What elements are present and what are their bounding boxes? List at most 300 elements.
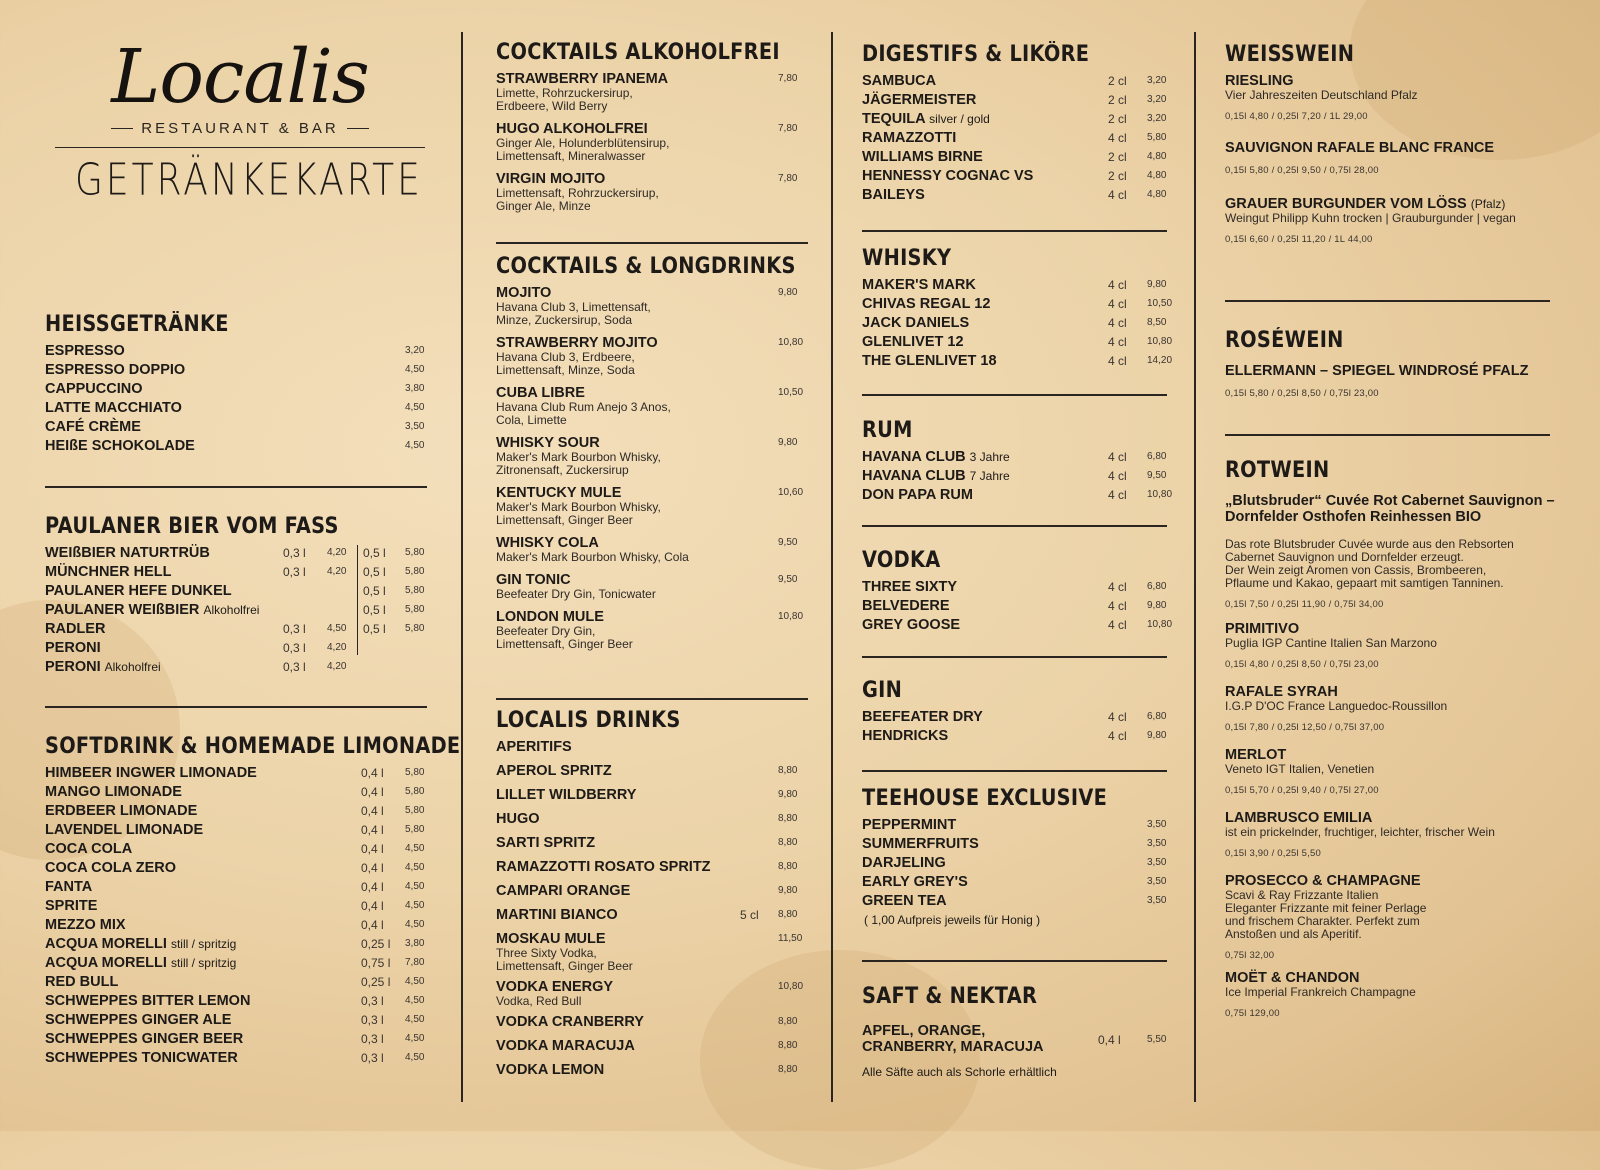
menu-item (496, 171, 806, 213)
wine-name-text: LAMBRUSCO EMILIA (1225, 810, 1373, 826)
wine-prices: 0,15l 7,50 / 0,25l 11,90 / 0,75l 34,00 (1225, 599, 1384, 610)
item-size: 0,3 l (283, 660, 306, 674)
item-name-text: SCHWEPPES GINGER BEER (45, 1031, 244, 1047)
menu-item (862, 874, 1168, 893)
item-description: Limettensaft, Rohrzuckersirup, Ginger Ale, Minze (496, 186, 659, 213)
item-name-text: ACQUA MORELLI (45, 955, 167, 971)
item-size: 4 cl (1108, 188, 1127, 202)
item-name: APFEL, ORANGE, CRANBERRY, MARACUJA (862, 1023, 1044, 1055)
menu-item (45, 936, 427, 955)
item-note: still / spritzig (170, 956, 237, 970)
item-name-text: GLENLIVET 12 (862, 334, 964, 350)
item-name-text: ERDBEER LIMONADE (45, 803, 198, 819)
wine-name (1225, 684, 1570, 700)
wine-item (1225, 970, 1570, 1019)
item-size: 0,3 l (361, 1013, 384, 1027)
menu-item (496, 435, 806, 477)
menu-item (496, 535, 806, 564)
section-title: PAULANER BIER VOM FASS (45, 514, 339, 539)
menu-item (45, 803, 427, 822)
item-description: Havana Club 3, Erdbeere, Limettensaft, Minze, Soda (496, 350, 635, 377)
item-price: 8,80 (778, 765, 798, 776)
wine-description: Weingut Philipp Kuhn trocken | Grauburgunder | vegan (1225, 211, 1516, 225)
item-name-text: HAVANA CLUB (862, 449, 966, 465)
section-teehouse (862, 786, 1168, 927)
section-title: COCKTAILS ALKOHOLFREI (496, 40, 780, 65)
item-size: 4 cl (1108, 580, 1127, 594)
menu-item (496, 907, 806, 923)
menu-item (45, 621, 427, 640)
item-name (45, 860, 176, 876)
column-divider (461, 32, 463, 1102)
item-price: 5,80 (405, 585, 425, 596)
menu-item (45, 640, 427, 659)
menu-item (45, 400, 427, 419)
item-size: 2 cl (1108, 169, 1127, 183)
section-rum (862, 418, 1173, 506)
section-localis-drinks (496, 708, 806, 1086)
item-price: 9,80 (778, 885, 798, 896)
item-price: 4,20 (327, 566, 347, 577)
item-name (45, 765, 257, 781)
item-name (862, 836, 979, 852)
item-name: GIN TONIC (496, 572, 571, 588)
item-name (862, 187, 925, 203)
item-name (862, 296, 990, 312)
item-name (862, 149, 983, 165)
section-title: SOFTDRINK & HOMEMADE LIMONADE (45, 734, 461, 759)
item-price: 4,50 (405, 402, 425, 413)
item-name-text: DON PAPA RUM (862, 487, 973, 503)
item-name: MOSKAU MULE (496, 931, 606, 947)
item-name-text: COCA COLA (45, 841, 133, 857)
item-name: LATTE MACCHIATO (45, 400, 182, 416)
logo-rule (55, 147, 425, 148)
item-name (862, 855, 946, 871)
item-name-text: GREEN TEA (862, 893, 947, 909)
footnote: Alle Säfte auch als Schorle erhältlich (862, 1065, 1057, 1079)
section-saft-nektar (862, 984, 1168, 1079)
item-price: 4,50 (405, 995, 425, 1006)
section-digestifs (862, 42, 1168, 206)
item-size: 4 cl (1108, 710, 1127, 724)
item-name (862, 874, 968, 890)
item-name: VIRGIN MOJITO (496, 171, 606, 187)
item-size: 4 cl (1108, 450, 1127, 464)
item-name: VODKA LEMON (496, 1062, 605, 1078)
item-name (45, 659, 161, 675)
menu-item (496, 71, 806, 113)
wine-item (1225, 684, 1570, 733)
item-name (862, 111, 990, 127)
menu-item (862, 168, 1168, 187)
wine-name-text: SAUVIGNON RAFALE BLANC FRANCE (1225, 140, 1495, 156)
item-name (862, 277, 976, 293)
item-price: 6,80 (1147, 711, 1167, 722)
section-rule (45, 706, 427, 708)
wine-item (1225, 363, 1570, 399)
item-size: 4 cl (1108, 354, 1127, 368)
wine-description: ist ein prickelnder, fruchtiger, leichter, frischer Wein (1225, 825, 1495, 839)
item-price: 9,80 (778, 437, 798, 448)
item-name (862, 709, 983, 725)
item-description: Beefeater Dry Gin, Limettensaft, Ginger Beer (496, 624, 633, 651)
wine-name-text: PROSECCO & CHAMPAGNE (1225, 873, 1421, 889)
item-name: ESPRESSO (45, 343, 125, 359)
menu-item (45, 545, 427, 564)
item-price: 4,50 (405, 843, 425, 854)
item-name: VODKA MARACUJA (496, 1038, 635, 1054)
column-divider (831, 32, 833, 1102)
item-price: 3,50 (1147, 819, 1167, 830)
item-name (45, 803, 197, 819)
item-size: 4 cl (1108, 729, 1127, 743)
menu-item (45, 822, 427, 841)
item-name (862, 130, 956, 146)
item-name-text: BELVEDERE (862, 598, 950, 614)
item-name-text: WILLIAMS BIRNE (862, 149, 983, 165)
item-name-text: FANTA (45, 879, 93, 895)
item-name-text: JÄGERMEISTER (862, 92, 977, 108)
menu-item (862, 1023, 1168, 1055)
item-name: STRAWBERRY MOJITO (496, 335, 658, 351)
item-price: 9,80 (1147, 279, 1167, 290)
menu-item (496, 485, 806, 527)
section-gin (862, 678, 1168, 747)
section-title: VODKA (862, 548, 941, 573)
item-size: 0,3 l (361, 994, 384, 1008)
section-bier (45, 514, 427, 678)
item-size: 5 cl (740, 908, 759, 922)
item-size: 4 cl (1108, 618, 1127, 632)
item-name-text: THREE SIXTY (862, 579, 958, 595)
wine-description: Vier Jahreszeiten Deutschland Pfalz (1225, 88, 1418, 102)
item-description: Ginger Ale, Holunderblütensirup, Limettensaft, Mineralwasser (496, 136, 670, 163)
item-name: STRAWBERRY IPANEMA (496, 71, 669, 87)
menu-item (45, 438, 427, 457)
wine-item (1225, 873, 1570, 961)
item-name: VODKA CRANBERRY (496, 1014, 644, 1030)
item-name (45, 583, 232, 599)
wine-name (1225, 810, 1570, 826)
item-price: 4,50 (405, 881, 425, 892)
item-name-text: PERONI (45, 640, 101, 656)
item-size: 2 cl (1108, 74, 1127, 88)
item-name: LONDON MULE (496, 609, 604, 625)
section-title: GIN (862, 678, 903, 703)
item-name (45, 784, 182, 800)
wine-description: Scavi & Ray Frizzante Italien Eleganter Frizzante mit feiner Perlage und frischem Charakter. Perfekt zum Anstoßen und als Aperitif. (1225, 888, 1427, 941)
item-price: 4,50 (405, 1014, 425, 1025)
menu-item (45, 917, 427, 936)
item-size: 0,4 l (361, 804, 384, 818)
menu-item (862, 728, 1168, 747)
item-price: 5,50 (1147, 1034, 1167, 1045)
item-name: MOJITO (496, 285, 552, 301)
item-name (862, 728, 948, 744)
item-note: 3 Jahre (969, 450, 1010, 464)
wine-prices: 0,15l 5,70 / 0,25l 9,40 / 0,75l 27,00 (1225, 785, 1379, 796)
item-price: 4,50 (405, 862, 425, 873)
item-name (862, 353, 997, 369)
item-price: 9,80 (778, 789, 798, 800)
item-size: 0,5 l (363, 603, 386, 617)
wine-name (1225, 873, 1570, 889)
item-name (862, 817, 956, 833)
item-size: 0,4 l (361, 899, 384, 913)
menu-item (496, 763, 806, 779)
item-price: 5,80 (405, 547, 425, 558)
item-price: 9,80 (1147, 730, 1167, 741)
menu-item (862, 449, 1168, 468)
item-name (45, 955, 236, 971)
wine-name-text: „Blutsbruder“ Cuvée Rot Cabernet Sauvignon – Dornfelder Osthofen Reinhessen BIO (1225, 493, 1555, 525)
menu-item (496, 609, 806, 651)
section-rule (496, 698, 808, 700)
item-name (862, 579, 957, 595)
menu-item (45, 1031, 427, 1050)
wine-item (1225, 73, 1570, 122)
item-name (45, 993, 250, 1009)
item-description: Maker's Mark Bourbon Whisky, Zitronensaft, Zuckersirup (496, 450, 661, 477)
item-size: 0,3 l (283, 641, 306, 655)
item-name-text: RADLER (45, 621, 106, 637)
wine-name (1225, 196, 1570, 212)
item-size: 0,5 l (363, 584, 386, 598)
item-description: Havana Club Rum Anejo 3 Anos, Cola, Limette (496, 400, 671, 427)
wine-prices: 0,15l 5,80 / 0,25l 9,50 / 0,75l 28,00 (1225, 165, 1379, 176)
section-title: WHISKY (862, 246, 952, 271)
section-title: TEEHOUSE EXCLUSIVE (862, 786, 1108, 811)
section-heissgetraenke (45, 312, 427, 457)
item-price: 9,50 (778, 574, 798, 585)
item-price: 10,50 (1147, 298, 1173, 309)
menu-item (862, 353, 1173, 372)
item-name-text: SCHWEPPES TONICWATER (45, 1050, 238, 1066)
item-price: 3,80 (405, 383, 425, 394)
wine-prices: 0,15l 7,80 / 0,25l 12,50 / 0,75l 37,00 (1225, 722, 1385, 733)
beer-size-divider (357, 545, 358, 655)
item-size: 2 cl (1108, 150, 1127, 164)
item-price: 3,20 (405, 345, 425, 356)
item-size: 0,4 l (361, 766, 384, 780)
item-note: 7 Jahre (969, 469, 1010, 483)
item-size: 4 cl (1108, 278, 1127, 292)
menu-item (862, 149, 1168, 168)
menu-item (862, 92, 1168, 111)
wine-description: Das rote Blutsbruder Cuvée wurde aus den Rebsorten Cabernet Sauvignon und Dornfelder erzeugt. Der Wein zeigt Aromen von Cassis, Brombeeren, Pflaume und Kakao, gepaart mit samtigen Tanninen. (1225, 537, 1514, 590)
item-price: 4,50 (405, 900, 425, 911)
section-softdrinks (45, 734, 461, 1069)
item-name-text: BEEFEATER DRY (862, 709, 983, 725)
item-description: Maker's Mark Bourbon Whisky, Limettensaft, Ginger Beer (496, 500, 661, 527)
item-size: 2 cl (1108, 112, 1127, 126)
item-name: HUGO (496, 811, 540, 827)
section-title: LOCALIS DRINKS (496, 708, 681, 733)
item-size: 0,25 l (361, 937, 391, 951)
item-name-text: THE GLENLIVET 18 (862, 353, 997, 369)
item-name (862, 449, 1010, 465)
item-price: 4,80 (1147, 151, 1167, 162)
item-name (862, 92, 976, 108)
item-name-text: COCA COLA ZERO (45, 860, 177, 876)
section-weisswein (1225, 42, 1570, 245)
restaurant-logo (75, 34, 423, 206)
item-name: WHISKY COLA (496, 535, 599, 551)
item-name-text: ACQUA MORELLI (45, 936, 167, 952)
menu-item (496, 931, 806, 973)
wine-prices: 0,15l 4,80 / 0,25l 7,20 / 1L 29,00 (1225, 111, 1368, 122)
item-price: 4,50 (405, 919, 425, 930)
section-title: ROTWEIN (1225, 458, 1330, 483)
menu-item (496, 811, 806, 827)
wine-prices: 0,15l 4,80 / 0,25l 8,50 / 0,75l 23,00 (1225, 659, 1379, 670)
item-price: 11,50 (778, 933, 803, 944)
menu-item (862, 334, 1173, 353)
item-name (862, 334, 964, 350)
wine-prices: 0,75l 129,00 (1225, 1008, 1280, 1019)
item-name-text: HENDRICKS (862, 728, 949, 744)
item-price: 8,80 (778, 861, 798, 872)
wine-prices: 0,15l 6,60 / 0,25l 11,20 / 1L 44,00 (1225, 234, 1373, 245)
section-rule (862, 394, 1167, 396)
item-price: 10,80 (1147, 489, 1173, 500)
menu-item (496, 335, 806, 377)
wine-item (1225, 810, 1570, 859)
wine-name (1225, 493, 1570, 525)
menu-item (496, 572, 806, 601)
item-price: 4,80 (1147, 170, 1167, 181)
item-name: HEIßE SCHOKOLADE (45, 438, 195, 454)
item-name (862, 893, 947, 909)
item-note: still / spritzig (170, 937, 237, 951)
item-name: CAMPARI ORANGE (496, 883, 631, 899)
item-price: 3,20 (1147, 75, 1167, 86)
item-name-text: SUMMERFRUITS (862, 836, 979, 852)
item-price: 5,80 (405, 604, 425, 615)
item-price: 4,20 (327, 547, 347, 558)
item-size: 0,4 l (361, 842, 384, 856)
item-name-text: EARLY GREY'S (862, 874, 968, 890)
item-price: 9,80 (1147, 600, 1167, 611)
menu-item (496, 859, 806, 875)
item-name-text: PEPPERMINT (862, 817, 957, 833)
wine-item (1225, 747, 1570, 796)
section-cocktails-longdrinks (496, 254, 806, 659)
item-description: Havana Club 3, Limettensaft, Minze, Zuckersirup, Soda (496, 300, 651, 327)
item-price: 3,50 (1147, 876, 1167, 887)
item-name-text: SAMBUCA (862, 73, 937, 89)
item-name-text: CHIVAS REGAL 12 (862, 296, 991, 312)
item-name (45, 640, 101, 656)
item-size: 0,3 l (361, 1051, 384, 1065)
item-name (862, 598, 950, 614)
wine-name-text: RAFALE SYRAH (1225, 684, 1338, 700)
wine-description: I.G.P D'OC France Languedoc-Roussillon (1225, 699, 1448, 713)
item-size: 4 cl (1108, 599, 1127, 613)
wine-item (1225, 493, 1570, 610)
item-name: RAMAZZOTTI ROSATO SPRITZ (496, 859, 711, 875)
item-name (862, 617, 960, 633)
item-name: SARTI SPRITZ (496, 835, 596, 851)
menu-item (862, 855, 1168, 874)
section-title: SAFT & NEKTAR (862, 984, 1038, 1009)
item-price: 6,80 (1147, 581, 1167, 592)
item-name: WHISKY SOUR (496, 435, 600, 451)
item-size: 0,25 l (361, 975, 391, 989)
item-name (45, 822, 203, 838)
item-price: 4,20 (327, 642, 347, 653)
item-price: 9,50 (1147, 470, 1167, 481)
item-name-text: PAULANER WEIßBIER (45, 602, 200, 618)
item-name-text: WEIßBIER NATURTRÜB (45, 545, 210, 561)
section-title: DIGESTIFS & LIKÖRE (862, 42, 1090, 67)
item-price: 3,50 (405, 421, 425, 432)
item-size: 4 cl (1108, 335, 1127, 349)
wine-name-text: MERLOT (1225, 747, 1287, 763)
item-price: 5,80 (405, 767, 425, 778)
item-price: 5,80 (405, 805, 425, 816)
item-name (45, 1031, 243, 1047)
menu-item (496, 385, 806, 427)
item-description: Maker's Mark Bourbon Whisky, Cola (496, 550, 689, 564)
menu-item (45, 1050, 427, 1069)
section-rule (1225, 300, 1550, 302)
section-rule (862, 656, 1167, 658)
item-name (45, 917, 126, 933)
item-price: 8,80 (778, 909, 798, 920)
menu-item (45, 955, 427, 974)
item-name (862, 73, 936, 89)
item-size: 0,4 l (361, 823, 384, 837)
item-size: 4 cl (1108, 469, 1127, 483)
section-title: HEISSGETRÄNKE (45, 312, 229, 337)
item-name-text: MAKER'S MARK (862, 277, 976, 293)
wine-item (1225, 140, 1570, 176)
item-size: 0,5 l (363, 622, 386, 636)
item-name: CAPPUCCINO (45, 381, 143, 397)
wine-name-text: PRIMITIVO (1225, 621, 1300, 637)
wine-name (1225, 363, 1570, 379)
item-name (45, 898, 97, 914)
menu-item (496, 835, 806, 851)
menu-item (496, 121, 806, 163)
wine-name (1225, 73, 1570, 89)
menu-item (862, 315, 1168, 334)
footnote: ( 1,00 Aufpreis jeweils für Honig ) (864, 913, 1041, 927)
item-price: 5,80 (405, 824, 425, 835)
item-name-text: HAVANA CLUB (862, 468, 966, 484)
item-name-text: BAILEYS (862, 187, 925, 203)
wine-item (1225, 196, 1570, 245)
wine-name-text: GRAUER BURGUNDER VOM LÖSS (1225, 196, 1467, 212)
section-rule (862, 770, 1167, 772)
item-size: 0,75 l (361, 956, 391, 970)
item-price: 5,80 (1147, 132, 1167, 143)
logo-name: Localis (111, 34, 369, 120)
item-price: 4,50 (327, 623, 347, 634)
menu-item (496, 883, 806, 899)
wine-description: Ice Imperial Frankreich Champagne (1225, 985, 1416, 999)
item-name: HUGO ALKOHOLFREI (496, 121, 648, 137)
menu-item (862, 468, 1168, 487)
item-description: Beefeater Dry Gin, Tonicwater (496, 587, 656, 601)
wine-name-text: ELLERMANN – SPIEGEL WINDROSÉ PFALZ (1225, 363, 1529, 379)
menu-item (45, 343, 427, 362)
menu-item (862, 893, 1168, 912)
item-price: 3,50 (1147, 857, 1167, 868)
section-vodka (862, 548, 1173, 636)
